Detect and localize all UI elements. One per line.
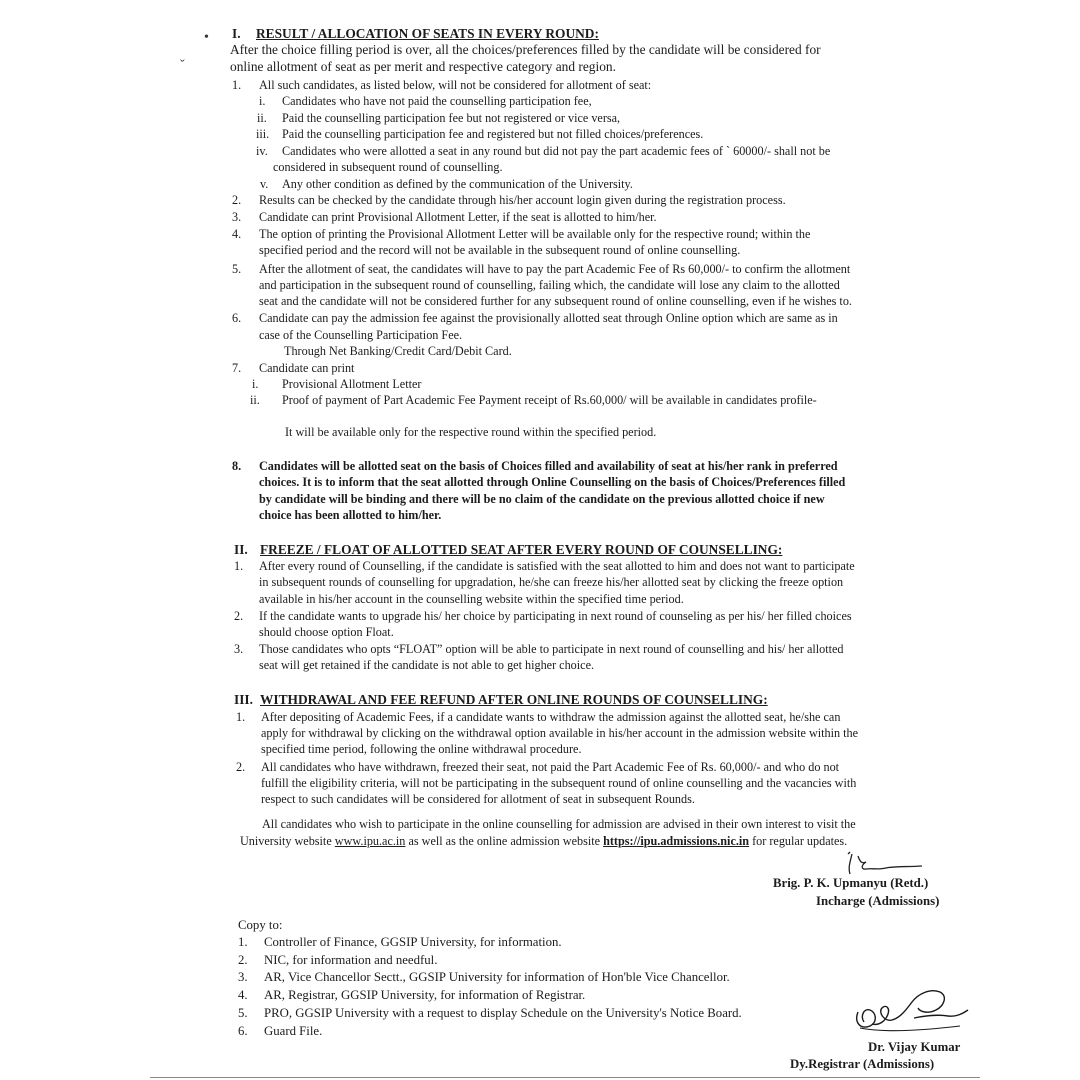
list-number: 6.	[232, 311, 242, 325]
list-item: by candidate will be binding and there will be no claim of the candidate on the previous allotted choice if new	[259, 492, 825, 506]
section-number: I.	[232, 26, 241, 41]
list-number: 7.	[232, 361, 242, 375]
closing-text: for regular updates.	[752, 834, 848, 848]
list-number: 1.	[234, 559, 244, 573]
section-number: III.	[234, 692, 253, 707]
list-item: Candidate can print Provisional Allotment Letter, if the seat is allotted to him/her.	[259, 210, 657, 224]
list-number: 6.	[238, 1024, 248, 1038]
note-line: It will be available only for the respective round within the specified period.	[285, 425, 657, 439]
list-item: in subsequent rounds of counselling for upgradation, he/she can freeze his/her allotted seat by clicking the freeze option	[259, 575, 844, 589]
section-heading: WITHDRAWAL AND FEE REFUND AFTER ONLINE ROUNDS OF COUNSELLING:	[260, 692, 768, 707]
copy-to-heading: Copy to:	[238, 918, 283, 932]
intro-line: online allotment of seat as per merit and respective category and region.	[230, 59, 616, 74]
list-number: 2.	[232, 193, 242, 207]
intro-line: After the choice filling period is over, all the choices/preferences filled by the candidate will be considered for	[230, 42, 821, 57]
sub-list-number: iii.	[256, 127, 270, 141]
list-item: Candidate can print	[259, 361, 355, 375]
closing-text: University website	[240, 834, 332, 848]
list-item: PRO, GGSIP University with a request to display Schedule on the University's Notice Board.	[264, 1006, 742, 1020]
list-item: After the allotment of seat, the candidates will have to pay the part Academic Fee of Rs 60,000/- to confirm the allotment	[259, 262, 851, 276]
list-item: AR, Registrar, GGSIP University, for information of Registrar.	[264, 988, 586, 1002]
admission-website-link[interactable]: https://ipu.admissions.nic.in	[603, 834, 750, 848]
list-item: specified time period, following the online withdrawal procedure.	[261, 742, 582, 756]
list-item: After depositing of Academic Fees, if a candidate wants to withdraw the admission against the allotted seat, he/she can	[261, 710, 841, 724]
tick-mark: ˇ	[180, 58, 185, 73]
list-item: AR, Vice Chancellor Sectt., GGSIP University for information of Hon'ble Vice Chancellor.	[264, 970, 730, 984]
university-website-link[interactable]: www.ipu.ac.in	[334, 834, 406, 848]
list-item: All such candidates, as listed below, will not be considered for allotment of seat:	[259, 78, 652, 92]
closing-text: as well as the online admission website	[408, 834, 601, 848]
list-item: Those candidates who opts “FLOAT” option will be able to participate in next round of counselling and his/ her allotted	[259, 642, 844, 656]
list-number: 1.	[232, 78, 242, 92]
list-item: fulfill the eligibility criteria, will not be participating in the subsequent round of online counselling and the vacancies with	[261, 776, 857, 790]
list-item: should choose option Float.	[259, 625, 394, 639]
list-item: specified period and the record will not be available in the subsequent round of online counselling.	[259, 243, 741, 257]
sub-list-item: Proof of payment of Part Academic Fee Payment receipt of Rs.60,000/ will be available in candidates profile-	[282, 393, 817, 407]
signatory-title: Incharge (Admissions)	[816, 894, 940, 908]
list-item: respect to such candidates will be considered for allotment of seat in subsequent Rounds.	[261, 792, 695, 806]
list-number: 1.	[238, 935, 248, 949]
list-number: 2.	[236, 760, 246, 774]
list-item: choice has been allotted to him/her.	[259, 508, 442, 522]
list-item: and participation in the subsequent round of counselling, failing which, the candidate will lose any claim to the allotted	[259, 278, 840, 292]
bullet-mark: •	[204, 30, 209, 45]
sub-list-item: Paid the counselling participation fee but not registered or vice versa,	[282, 111, 621, 125]
list-item: apply for withdrawal by clicking on the withdrawal option available in his/her account in the admission website within the	[261, 726, 859, 740]
sub-list-item: Paid the counselling participation fee and registered but not filled choices/preferences.	[282, 127, 704, 141]
bottom-rule	[150, 1077, 980, 1078]
signature-vijay-kumar	[850, 982, 970, 1042]
sub-list-number: i.	[252, 377, 259, 391]
sub-list-number: ii.	[257, 111, 267, 125]
list-number: 5.	[238, 1006, 248, 1020]
sub-list-item: Provisional Allotment Letter	[282, 377, 422, 391]
list-number: 5.	[232, 262, 242, 276]
sub-list-item: Any other condition as defined by the communication of the University.	[282, 177, 633, 191]
list-number: 2.	[234, 609, 244, 623]
list-item: All candidates who have withdrawn, freezed their seat, not paid the Part Academic Fee of Rs. 60,000/- and who do not	[261, 760, 840, 774]
list-item: choices. It is to inform that the seat allotted through Online Counselling on the basis of Choices/Preferences filled	[259, 475, 846, 489]
section-number: II.	[234, 542, 248, 557]
sub-list-number: v.	[260, 177, 269, 191]
list-item: Candidate can pay the admission fee against the provisionally allotted seat through Online option which are same as in	[259, 311, 838, 325]
list-number: 2.	[238, 953, 248, 967]
sub-list-item: Candidates who have not paid the counselling participation fee,	[282, 94, 592, 108]
list-item: Through Net Banking/Credit Card/Debit Card.	[284, 344, 512, 358]
list-item: Results can be checked by the candidate through his/her account login given during the registration process.	[259, 193, 786, 207]
list-item: seat and the candidate will not be considered further for any subsequent round of online counselling, even if he wishes to.	[259, 294, 852, 308]
list-item: Guard File.	[264, 1024, 323, 1038]
list-item: seat will get retained if the candidate is not able to get higher choice.	[259, 658, 595, 672]
sub-list-item: considered in subsequent round of counselling.	[273, 160, 503, 174]
closing-line: All candidates who wish to participate in the online counselling for admission are advised in their own interest to visit the	[262, 817, 856, 831]
list-number: 8.	[232, 459, 242, 473]
section-heading: FREEZE / FLOAT OF ALLOTTED SEAT AFTER EVERY ROUND OF COUNSELLING:	[260, 542, 783, 557]
signatory-title: Dy.Registrar (Admissions)	[790, 1057, 935, 1071]
list-item: Candidates will be allotted seat on the basis of Choices filled and availability of seat at his/her rank in preferred	[259, 459, 838, 473]
section-heading: RESULT / ALLOCATION OF SEATS IN EVERY ROUND:	[256, 26, 599, 41]
list-item: NIC, for information and needful.	[264, 953, 438, 967]
signatory-name: Brig. P. K. Upmanyu (Retd.)	[773, 876, 929, 890]
list-item: case of the Counselling Participation Fee.	[259, 328, 463, 342]
list-number: 3.	[234, 642, 244, 656]
list-number: 3.	[238, 970, 248, 984]
list-item: If the candidate wants to upgrade his/ her choice by participating in next round of counseling as per his/ her filled choices	[259, 609, 852, 623]
list-item: The option of printing the Provisional Allotment Letter will be available only for the respective round; within the	[259, 227, 811, 241]
sub-list-number: iv.	[256, 144, 268, 158]
list-number: 4.	[232, 227, 242, 241]
closing-line	[240, 834, 847, 849]
list-number: 3.	[232, 210, 242, 224]
list-number: 4.	[238, 988, 248, 1002]
sub-list-number: ii.	[250, 393, 260, 407]
sub-list-item: Candidates who were allotted a seat in any round but did not pay the part academic fees of ` 60000/- shall not be	[282, 144, 831, 158]
sub-list-number: i.	[259, 94, 266, 108]
list-item: available in his/her account in the counselling website within the specified time period.	[259, 592, 684, 606]
signatory-name: Dr. Vijay Kumar	[868, 1040, 961, 1054]
list-item: After every round of Counselling, if the candidate is satisfied with the seat allotted to him and does not want to participate	[259, 559, 855, 573]
list-number: 1.	[236, 710, 246, 724]
list-item: Controller of Finance, GGSIP University, for information.	[264, 935, 562, 949]
